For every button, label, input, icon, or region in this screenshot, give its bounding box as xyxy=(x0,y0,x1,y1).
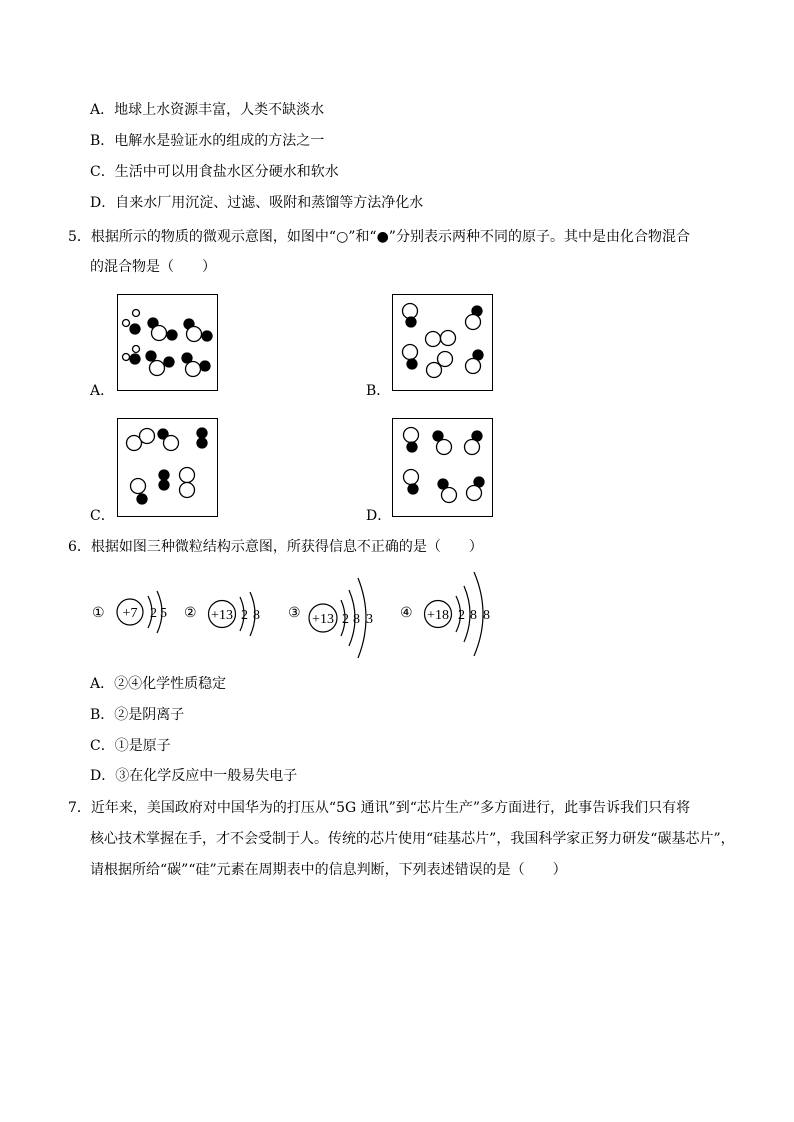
q5-label-b: B． xyxy=(366,383,391,399)
particle-4-shell-2: 8 xyxy=(470,608,477,623)
q4-option-d: D．自来水厂用沉淀、过滤、吸附和蒸馏等方法净化水 xyxy=(90,195,424,211)
q4-option-a: A．地球上水资源丰富，人类不缺淡水 xyxy=(90,102,325,118)
q5-stem-line2: 的混合物是（ ） xyxy=(90,259,216,275)
q7-stem-line3: 请根据所给“碳”“硅”元素在周期表中的信息判断，下列表述错误的是（ ） xyxy=(90,862,567,878)
q6-option-d: D．③在化学反应中一般易失电子 xyxy=(90,768,298,784)
q5-label-c: C． xyxy=(90,508,115,524)
q5-stem-line1: 5．根据所示的物质的微观示意图，如图中“○”和“●”分别表示两种不同的原子。其中是由化合物混合 xyxy=(68,229,690,245)
q7-stem-line2: 核心技术掌握在手，才不会受制于人。传统的芯片使用“硅基芯片”，我国科学家正努力研发“碳基芯片”， xyxy=(90,831,735,847)
particle-1-index: ① xyxy=(92,606,105,621)
particle-2-shell-2: 8 xyxy=(253,608,260,623)
particle-3-shell-1: 2 xyxy=(342,612,349,627)
q5-diagram-b xyxy=(392,294,493,391)
particle-4-shell-3: 8 xyxy=(483,608,490,623)
q7-stem-line1: 7．近年来，美国政府对中国华为的打压从“5G 通讯”到“芯片生产”多方面进行，此事告诉我们只有将 xyxy=(68,800,691,816)
q5-diagram-a xyxy=(117,294,218,391)
q6-stem: 6．根据如图三种微粒结构示意图，所获得信息不正确的是（ ） xyxy=(68,539,483,555)
q5-label-a: A． xyxy=(90,383,115,399)
particle-2-nucleus: +13 xyxy=(211,608,233,623)
particle-3-shell-3: 3 xyxy=(366,612,373,627)
particle-4-index: ④ xyxy=(400,606,413,621)
particle-4-shell-1: 2 xyxy=(458,608,465,623)
particle-3-nucleus: +13 xyxy=(312,612,334,627)
particle-1-shell-1: 2 xyxy=(150,606,157,621)
q5-label-d: D． xyxy=(366,508,392,524)
q6-atom-structures xyxy=(78,565,508,665)
particle-2-index: ② xyxy=(184,606,197,621)
particle-4-nucleus: +18 xyxy=(427,608,449,623)
particle-1-shell-2: 5 xyxy=(160,606,167,621)
q6-option-b: B．②是阴离子 xyxy=(90,707,185,723)
q6-option-c: C．①是原子 xyxy=(90,738,171,754)
q6-option-a: A．②④化学性质稳定 xyxy=(90,676,227,692)
particle-3-shell-2: 8 xyxy=(353,612,360,627)
particle-1-nucleus: +7 xyxy=(122,606,138,621)
particle-2-shell-1: 2 xyxy=(241,608,248,623)
q4-option-b: B．电解水是验证水的组成的方法之一 xyxy=(90,133,325,149)
q4-option-c: C．生活中可以用食盐水区分硬水和软水 xyxy=(90,164,339,180)
particle-3-index: ③ xyxy=(288,606,301,621)
q5-diagram-d xyxy=(392,418,493,517)
q5-diagram-c xyxy=(117,418,218,517)
